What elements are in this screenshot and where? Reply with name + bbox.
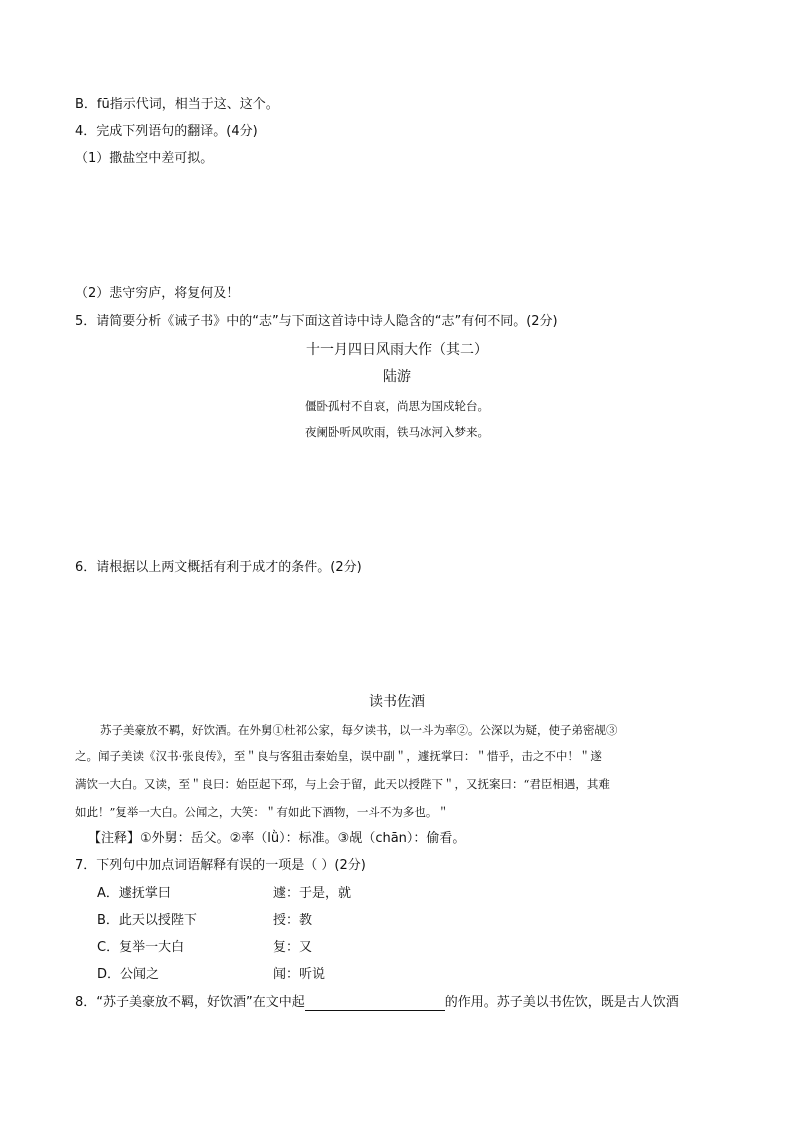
q7-option-d-explain: 闻：听说 (273, 967, 326, 982)
poem-line-2: 夜阑卧听风吹雨，铁马冰河入梦来。 (305, 425, 489, 439)
q4-item-2: （2）悲守穷庐，将复何及！ (75, 286, 240, 301)
q7-stem: 7．下列句中加点词语解释有误的一项是（ ）(2分) (75, 858, 366, 873)
q7-option-c: C．复举一大白 (97, 940, 185, 955)
q5-stem: 5．请简要分析《诫子书》中的“志”与下面这首诗中诗人隐含的“志”有何不同。(2分) (75, 314, 558, 329)
q8-answer-blank[interactable] (305, 997, 445, 1011)
q7-option-d: D．公闻之 (97, 967, 160, 982)
q6-stem: 6．请根据以上两文概括有利于成才的条件。(2分) (75, 560, 362, 575)
poem-author: 陆游 (383, 369, 411, 385)
q4-item-1: （1）撒盐空中差可拟。 (75, 151, 214, 166)
poem-line-1: 僵卧孤村不自哀，尚思为国戍轮台。 (305, 399, 489, 413)
q4-stem: 4．完成下列语句的翻译。(4分) (75, 124, 258, 139)
q7-option-b-explain: 授：教 (273, 913, 313, 928)
q8-part-2: 的作用。苏子美以书佐饮，既是古人饮酒 (444, 995, 679, 1010)
passage-line-2: 之。闻子美读《汉书·张良传》，至＂良与客狙击秦始皇，误中副＂，遽抚掌曰：＂惜乎，击之不中！＂遂 (75, 749, 602, 763)
passage-line-4: 如此！”复举一大白。公闻之，大笑：＂有如此下酒物，一斗不为多也。＂ (75, 805, 449, 819)
poem-title: 十一月四日风雨大作（其二） (306, 342, 488, 358)
q8-part-1: 8．“苏子美豪放不羁，好饮酒”在文中起 (75, 995, 305, 1010)
q7-option-a-explain: 遽：于是，就 (273, 886, 352, 901)
q7-option-c-explain: 复：又 (273, 940, 313, 955)
passage-title: 读书佐酒 (369, 694, 425, 710)
passage-note: 【注释】①外舅：岳父。②率（lǜ）：标准。③觇（chān）：偷看。 (88, 831, 466, 846)
q8-line (75, 995, 679, 1011)
q3-option-b: B．fū指示代词，相当于这、这个。 (75, 97, 279, 112)
q7-option-a: A．遽抚掌曰 (97, 886, 171, 901)
passage-line-3: 满饮一大白。又读，至＂良曰：始臣起下邳，与上会于留，此天以授陛下＂，又抚案曰：“君臣相遇，其难 (75, 777, 610, 791)
q7-option-b: B．此天以授陛下 (97, 913, 197, 928)
passage-line-1: 苏子美豪放不羁，好饮酒。在外舅①杜祁公家，每夕读书，以一斗为率②。公深以为疑，使子弟密觇③ (100, 723, 618, 737)
